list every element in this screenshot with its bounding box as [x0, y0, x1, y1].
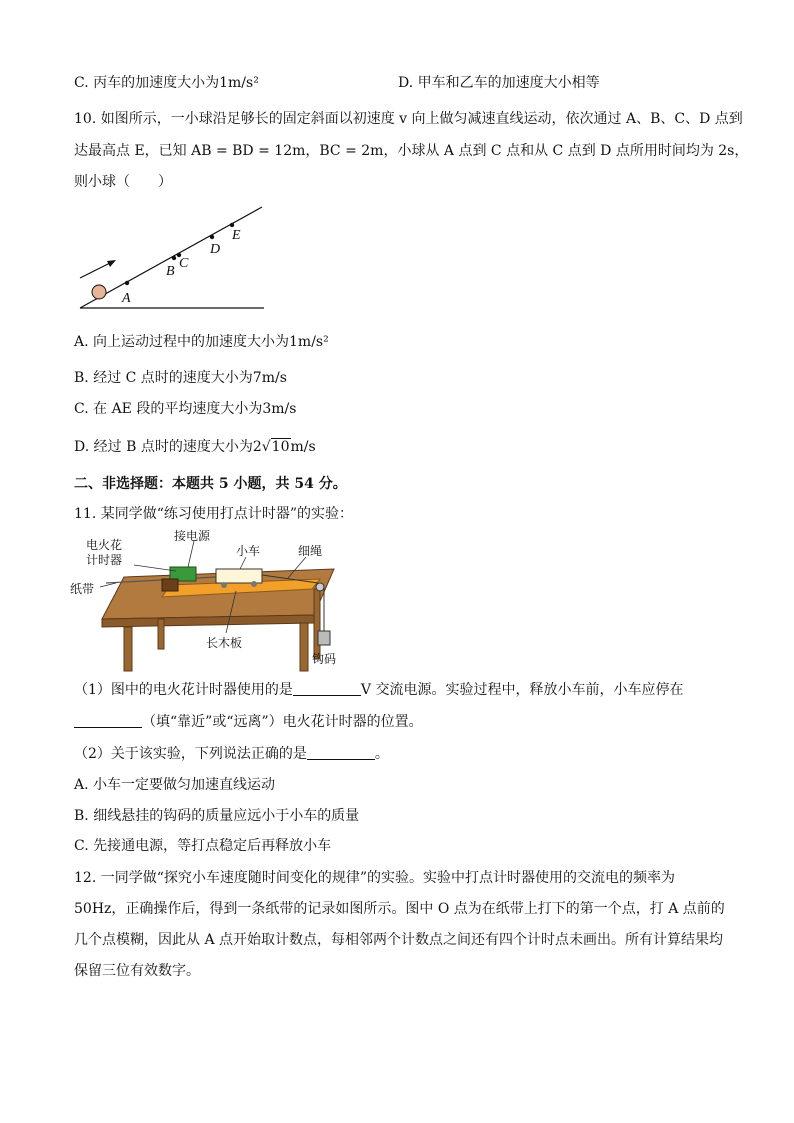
point-a-label: A: [122, 291, 131, 306]
q12-stem-line1: 12. 一同学做“探究小车速度随时间变化的规律”的实验。实验中打点计时器使用的交流电的频率为: [74, 870, 676, 886]
pulley: [316, 583, 324, 591]
q9-option-c: C. 丙车的加速度大小为1m/s²: [74, 75, 259, 91]
point-a-dot: [125, 281, 129, 285]
q10-stem-line2: 达最高点 E，已知 AB = BD = 12m，BC = 2m，小球从 A 点到 C 点和从 C 点到 D 点所用时间均为 2s，: [74, 143, 749, 159]
q10-option-c: C. 在 AE 段的平均速度大小为3m/s: [74, 401, 297, 417]
point-b-label: B: [166, 264, 175, 279]
section-heading: 二、非选择题：本题共 5 小题，共 54 分。: [74, 476, 347, 492]
answer-blank-position[interactable]: [74, 713, 142, 728]
incline-figure: [74, 200, 274, 316]
q11-part1-text-a: （1）图中的电火花计时器使用的是: [74, 682, 293, 698]
q11-option-a: A. 小车一定要做匀加速直线运动: [74, 777, 276, 793]
point-c-label: C: [179, 256, 189, 271]
q11-intro: 11. 某同学做“练习使用打点计时器”的实验：: [74, 506, 354, 522]
point-b-dot: [172, 256, 176, 260]
label-timer-line1: 电火花: [86, 538, 123, 552]
q11-part1-text-c: （填“靠近”或“远离”）电火花计时器的位置。: [142, 714, 423, 730]
answer-blank-voltage[interactable]: [293, 681, 361, 696]
leader-line: [240, 557, 246, 569]
apparatus-figure: [66, 527, 346, 673]
timer-base: [162, 579, 178, 591]
q10-stem-line3: 则小球（ ）: [74, 174, 172, 190]
q10-stem-line1: 10. 如图所示，一小球沿足够长的固定斜面以初速度 v 向上做匀减速直线运动，依次通过 A、B、C、D 点到: [74, 111, 743, 127]
motion-arrow-head: [107, 260, 116, 267]
q11-part2-end: 。: [374, 746, 389, 762]
point-e-label: E: [232, 228, 241, 243]
q11-part1-line1: [74, 680, 683, 700]
q11-part1-text-b: V 交流电源。实验过程中，释放小车前，小车应停在: [360, 682, 684, 698]
cart: [216, 569, 262, 583]
q11-part1-line2: [74, 712, 423, 732]
table-leg: [300, 623, 308, 671]
q9-option-d: D. 甲车和乙车的加速度大小相等: [398, 75, 600, 91]
q10-option-a: A. 向上运动过程中的加速度大小为1m/s²: [74, 334, 329, 350]
q10-option-d-prefix: D. 经过 B 点时的速度大小为: [74, 439, 253, 455]
incline-slope-line: [80, 207, 262, 308]
ball-icon: [92, 285, 106, 299]
label-power: 接电源: [174, 529, 211, 543]
q12-stem-line3: 几个点模糊，因此从 A 点开始取计数点，每相邻两个计数点之间还有四个计时点未画出。所有计算结果均: [74, 932, 724, 948]
leader-line: [100, 583, 116, 587]
q10-option-d-radicand: 10: [271, 439, 290, 455]
q11-part2: [74, 744, 389, 764]
cart-wheel: [251, 581, 257, 587]
motion-arrow: [80, 262, 112, 278]
q12-stem-line2: 50Hz，正确操作后，得到一条纸带的记录如图所示。图中 O 点为在纸带上打下的第一个点，打 A 点前的: [74, 901, 725, 917]
point-d-label: D: [210, 242, 221, 257]
label-tape: 纸带: [70, 582, 95, 596]
label-timer-line2: 计时器: [86, 553, 123, 567]
point-e-dot: [230, 223, 234, 227]
sqrt-symbol: √: [261, 439, 271, 455]
label-rope: 细绳: [298, 544, 323, 558]
q10-option-d-coef: 2: [252, 439, 262, 455]
table-leg: [158, 619, 164, 649]
label-cart: 小车: [236, 544, 261, 558]
label-board: 长木板: [206, 636, 243, 650]
q11-option-b: B. 细线悬挂的钩码的质量应远小于小车的质量: [74, 808, 360, 824]
label-weight: 钩码: [312, 652, 337, 666]
q12-stem-line4: 保留三位有效数字。: [74, 963, 200, 979]
q11-option-c: C. 先接通电源，等打点稳定后再释放小车: [74, 838, 332, 854]
q10-option-b: B. 经过 C 点时的速度大小为7m/s: [74, 370, 287, 386]
cart-wheel: [221, 582, 227, 588]
hook-weight: [318, 631, 330, 645]
q11-part2-text: （2）关于该实验，下列说法正确的是: [74, 746, 307, 762]
table-leg: [124, 627, 132, 671]
table-leg: [314, 589, 320, 659]
q10-option-d-unit: m/s: [290, 439, 316, 455]
point-d-dot: [210, 235, 214, 239]
answer-blank-choice[interactable]: [307, 745, 375, 760]
q10-option-d: [74, 437, 316, 457]
leader-line: [188, 541, 194, 567]
